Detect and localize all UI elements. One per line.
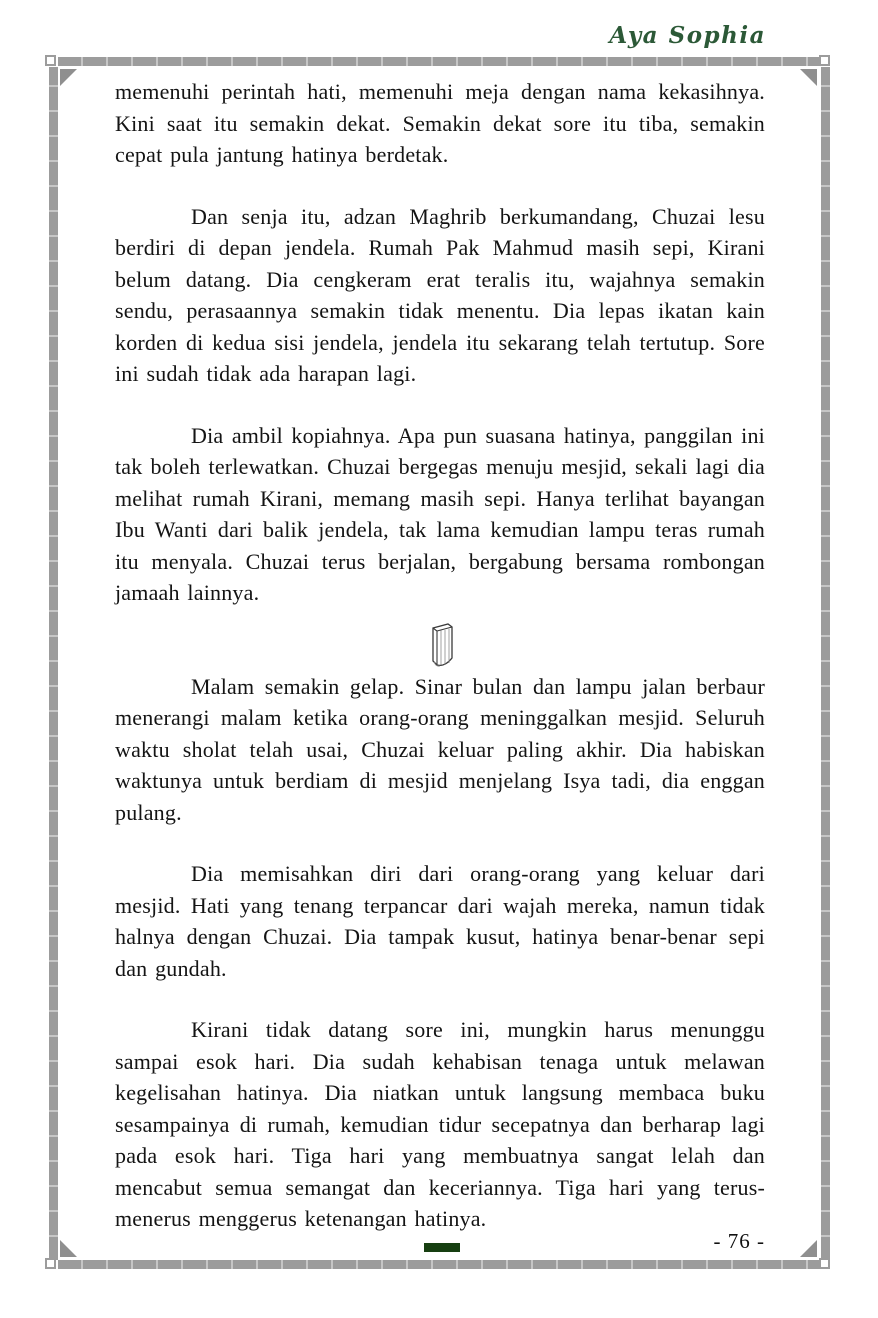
paragraph: Dia memisahkan diri dari orang-orang yang keluar dari mesjid. Hati yang tenang terpancar dari wajah mereka, namun tidak halnya dengan Chuzai. Dia tampak kusut, hatinya benar-benar sepi dan gundah.: [115, 861, 765, 981]
paragraph: Kirani tidak datang sore ini, mungkin harus menunggu sampai esok hari. Dia sudah kehabisan tenaga untuk melawan kegelisahan hatinya. Dia niatkan untuk langsung membaca buku sesampainya di rumah, kemudian tidur secepatnya dan berharap lagi pada esok hari. Tiga hari yang membuatnya sangat lelah dan mencabut semua semangat dan keceriannya. Tiga hari yang terus-menerus menggerus ketenangan hatinya.: [115, 1017, 765, 1231]
frame-corner-square-bottom-right: [819, 1258, 830, 1269]
frame-corner-triangle-top-left: [60, 69, 77, 86]
paragraph: Dan senja itu, adzan Maghrib berkumandang, Chuzai lesu berdiri di depan jendela. Rumah Pak Mahmud masih sepi, Kirani belum datang. Dia cengkeram erat teralis itu, wajahnya semakin sendu, perasaannya semakin tidak menentu. Dia lepas ikatan kain korden di kedua sisi jendela, jendela itu sekarang telah tertutup. Sore ini sudah tidak ada harapan lagi.: [115, 203, 765, 386]
frame-corner-triangle-top-right: [800, 69, 817, 86]
frame-bar-right: [821, 67, 830, 1260]
page-number: - 76 -: [713, 1229, 765, 1253]
running-header-title: Aya Sophia: [609, 22, 766, 49]
frame-corner-square-top-left: [45, 55, 56, 66]
frame-corner-triangle-bottom-right: [800, 1240, 817, 1257]
frame-corner-square-bottom-left: [45, 1258, 56, 1269]
frame-corner-triangle-bottom-left: [60, 1240, 77, 1257]
paragraph: Dia ambil kopiahnya. Apa pun suasana hatinya, panggilan ini tak boleh terlewatkan. Chuzai bergegas menuju mesjid, sekali lagi dia melihat rumah Kirani, memang masih sepi. Hanya terlihat bayangan Ibu Wanti dari balik jendela, tak lama kemudian lampu teras rumah itu menyala. Chuzai terus berjalan, bergabung bersama rombongan jamaah lainnya.: [115, 422, 765, 605]
paragraph: Malam semakin gelap. Sinar bulan dan lampu jalan berbaur menerangi malam ketika orang-orang meninggalkan mesjid. Seluruh waktu sholat telah usai, Chuzai keluar paling akhir. Dia habiskan waktunya untuk berdiam di mesjid menjelang Isya tadi, dia enggan pulang.: [115, 673, 765, 825]
page-text-block: [115, 76, 765, 1265]
frame-corner-square-top-right: [819, 55, 830, 66]
paragraph: memenuhi perintah hati, memenuhi meja dengan nama kekasihnya. Kini saat itu semakin dekat. Semakin dekat sore itu tiba, semakin cepat pula jantung hatinya berdetak.: [115, 79, 765, 167]
frame-bar-top: [58, 57, 820, 66]
frame-bar-left: [49, 67, 58, 1260]
footer-dash-ornament: [424, 1243, 460, 1252]
section-divider-ornament: [115, 621, 765, 673]
